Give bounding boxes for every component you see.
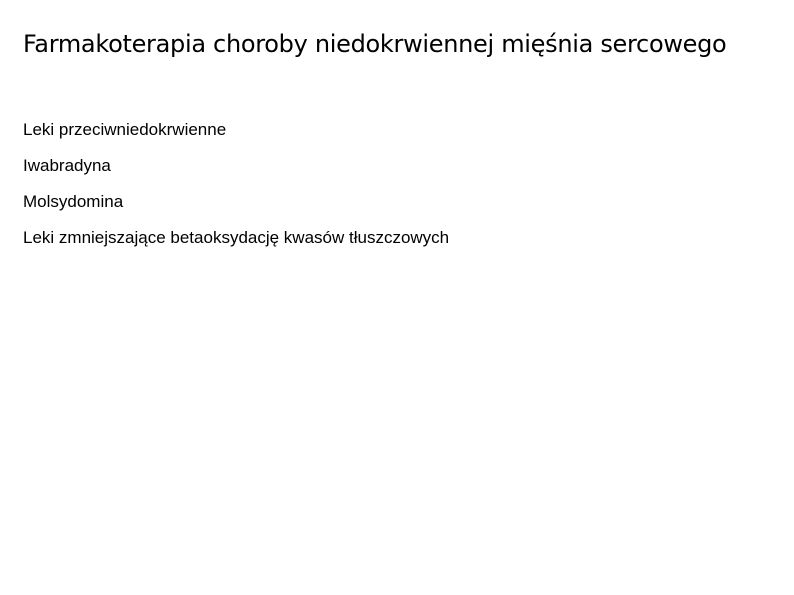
bullet-list [23,118,449,262]
list-item-ivabradine: Iwabradyna [23,156,111,175]
list-item-anti-ischemic-drugs: Leki przeciwniedokrwienne [23,120,227,139]
slide-title: Farmakoterapia choroby niedokrwiennej mięśnia sercowego [23,30,727,58]
list-item-molsidomine: Molsydomina [23,192,124,211]
list-item-fatty-acid-oxidation-inhibitors: Leki zmniejszające betaoksydację kwasów tłuszczowych [23,228,450,247]
